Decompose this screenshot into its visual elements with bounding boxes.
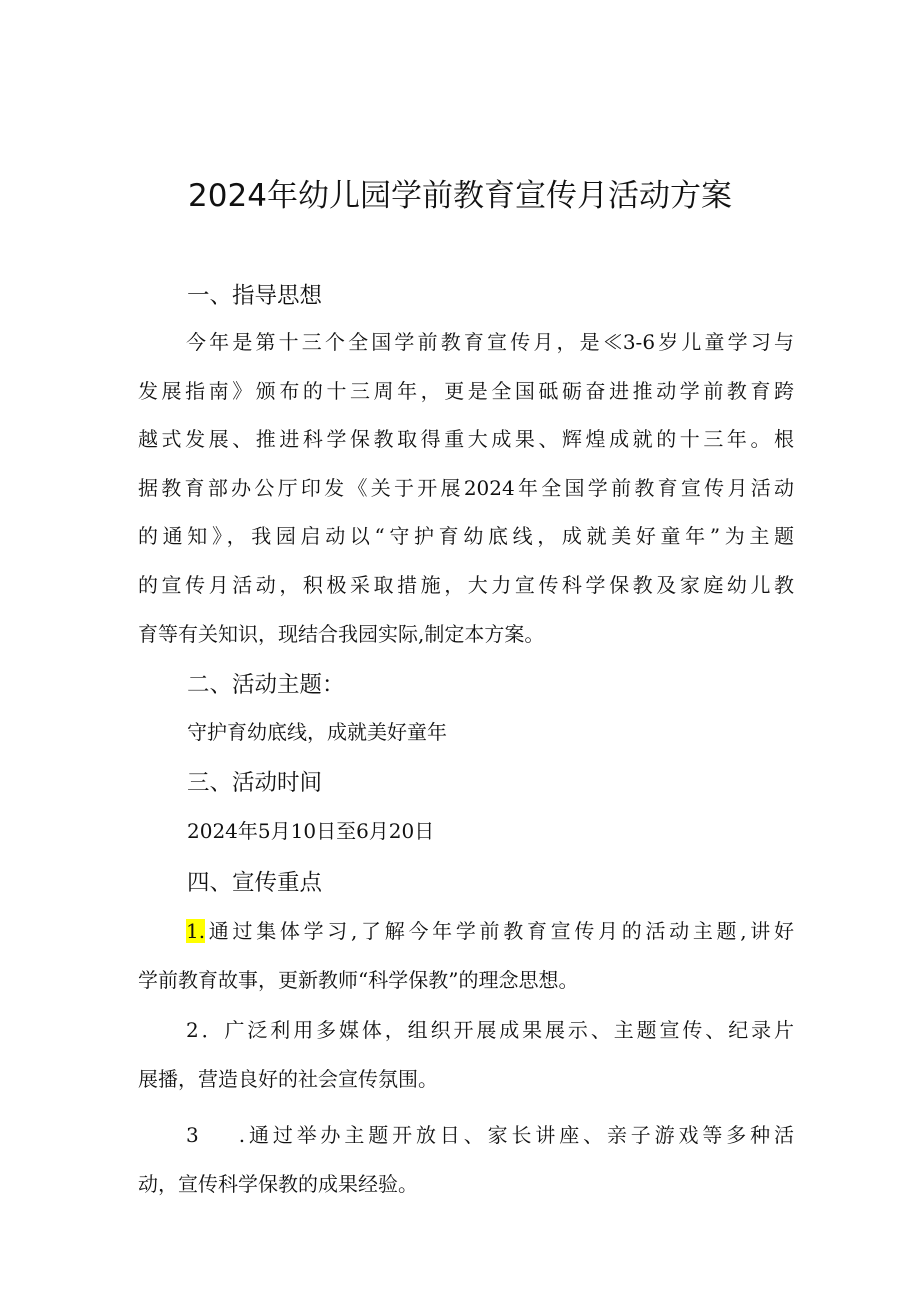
section-heading-activity-theme: 二、活动主题： <box>187 672 345 698</box>
paragraph-line: 展播，营造良好的社会宣传氛围。 <box>138 1066 438 1091</box>
paragraph-line: 学前教育故事，更新教师“科学保教”的理念思想。 <box>138 967 579 992</box>
section-heading-guiding-ideology: 一、指导思想 <box>187 283 323 309</box>
focus-item-1 <box>138 907 794 1004</box>
focus-item-2 <box>138 1006 794 1103</box>
paragraph-line: 越式发展、推进科学保教取得重大成果、辉煌成就的十三年。根 <box>138 427 794 452</box>
item-number: 3 <box>186 1123 199 1147</box>
activity-time-text: 2024年5月10日至6月20日 <box>187 819 435 843</box>
paragraph-line: 的宣传月活动，积极采取措施，大力宣传科学保教及家庭幼儿教 <box>138 572 794 597</box>
paragraph-line: 发展指南》颁布的十三周年，更是全国砥砺奋进推动学前教育跨 <box>138 378 794 403</box>
item-text: .通过举办主题开放日、家长讲座、亲子游戏等多种活 <box>238 1123 794 1147</box>
guiding-ideology-paragraph <box>138 318 794 658</box>
document-title: 2024年幼儿园学前教育宣传月活动方案 <box>188 178 732 214</box>
focus-item-3 <box>138 1111 794 1208</box>
section-heading-publicity-focus: 四、宣传重点 <box>187 870 323 896</box>
paragraph-line: 今年是第十三个全国学前教育宣传月，是≪3-6岁儿童学习与 <box>186 330 794 354</box>
activity-theme-text: 守护育幼底线，成就美好童年 <box>187 720 447 744</box>
section-heading-activity-time: 三、活动时间 <box>187 770 323 796</box>
paragraph-line <box>138 907 794 956</box>
paragraph-line: 动，宣传科学保教的成果经验。 <box>138 1171 418 1196</box>
paragraph-line <box>138 1111 794 1160</box>
paragraph-line: 的通知》，我园启动以“守护育幼底线，成就美好童年”为主题 <box>138 524 794 549</box>
paragraph-line: 2．广泛利用多媒体，组织开展成果展示、主题宣传、纪录片 <box>186 1018 794 1042</box>
paragraph-line: 据教育部办公厅印发《关于开展2024年全国学前教育宣传月活动 <box>138 475 794 500</box>
item-text: 通过集体学习,了解今年学前教育宣传月的活动主题,讲好 <box>205 919 794 943</box>
highlighted-number: 1. <box>186 919 206 943</box>
paragraph-line: 育等有关知识，现结合我园实际,制定本方案。 <box>138 621 545 646</box>
